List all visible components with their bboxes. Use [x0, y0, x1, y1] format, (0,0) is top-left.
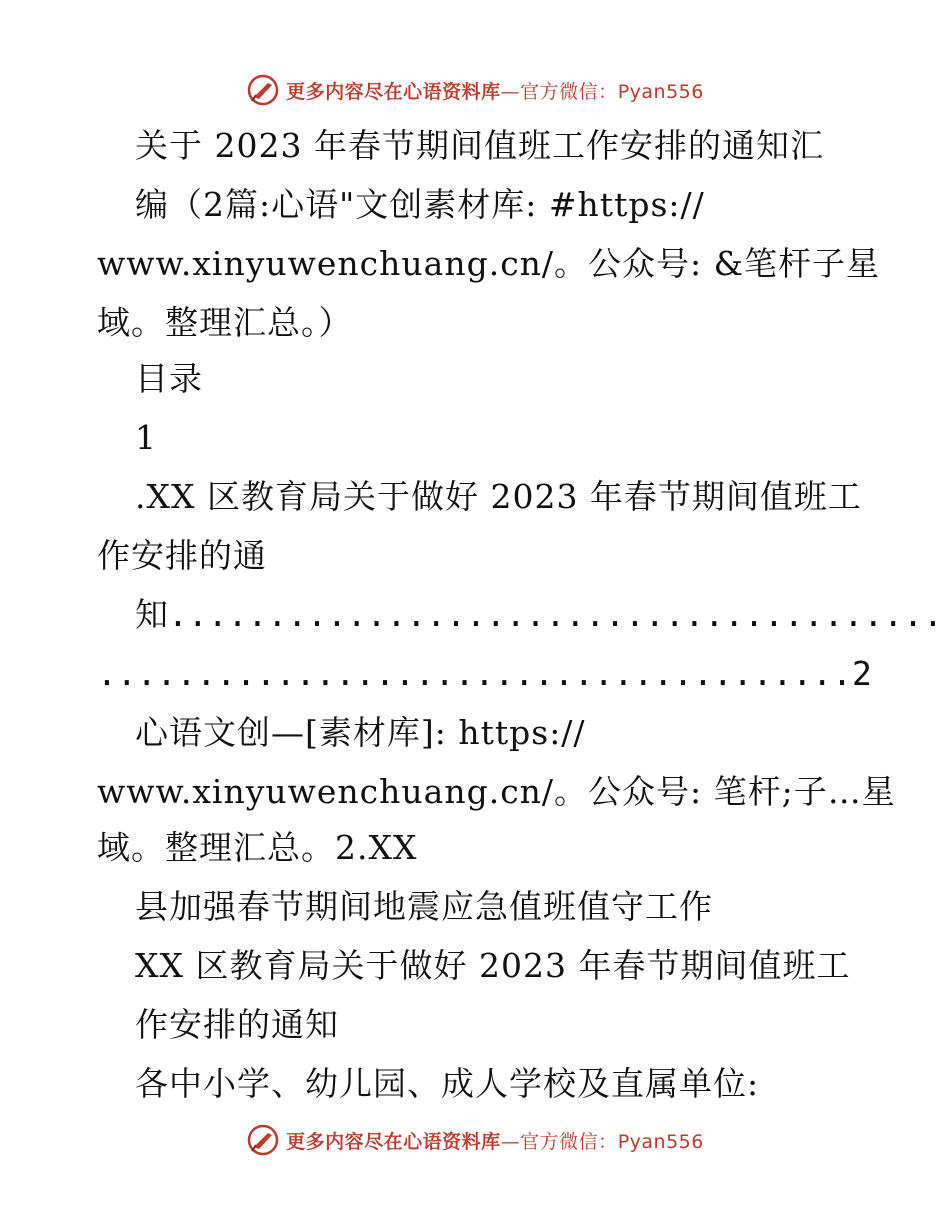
source-note-line-1: 心语文创—[素材库]: https:// [135, 713, 586, 752]
toc-item-1-line-2: 作安排的通 [97, 536, 267, 575]
source-note-line-3: 域。整理汇总。2.XX [97, 828, 418, 867]
watermark-banner-bottom [0, 1120, 950, 1160]
wechat-id: Pyan556 [617, 80, 704, 103]
toc-heading: 目录 [135, 359, 203, 398]
toc-item-2: 县加强春节期间地震应急值班值守工作 [135, 887, 713, 926]
section-title-line-2: 作安排的通知 [135, 1005, 339, 1044]
toc-item-1-leader-2: ......................................2 [97, 654, 872, 693]
watermark-text: 更多内容尽在心语资料库 [286, 80, 501, 103]
quill-logo-icon [246, 1123, 280, 1157]
section-title-line-1: XX 区教育局关于做好 2023 年春节期间值班工 [135, 946, 851, 985]
quill-logo-icon [246, 73, 280, 107]
watermark-text: 更多内容尽在心语资料库 [286, 1130, 501, 1153]
doc-title-line-3: www.xinyuwenchuang.cn/。公众号: &笔杆子星 [97, 244, 881, 283]
watermark-separator: — [500, 80, 521, 103]
wechat-label: 官方微信： [520, 80, 618, 103]
wechat-id: Pyan556 [617, 1130, 704, 1153]
source-note-line-2: www.xinyuwenchuang.cn/。公众号: 笔杆;子…星 [97, 772, 896, 811]
salutation: 各中小学、幼儿园、成人学校及直属单位: [135, 1064, 760, 1103]
doc-title-line-4: 域。整理汇总。） [97, 303, 353, 342]
wechat-label: 官方微信： [520, 1130, 618, 1153]
toc-item-1-leader-1: 知....................................... [135, 595, 943, 634]
watermark-separator: — [500, 1130, 521, 1153]
toc-item-number: 1 [135, 418, 157, 457]
watermark-banner-top [0, 70, 950, 110]
toc-item-1-line-1: .XX 区教育局关于做好 2023 年春节期间值班工 [135, 477, 862, 516]
doc-title-line-2: 编（2篇:心语"文创素材库: #https:// [135, 185, 705, 224]
doc-title-line-1: 关于 2023 年春节期间值班工作安排的通知汇 [135, 126, 824, 165]
